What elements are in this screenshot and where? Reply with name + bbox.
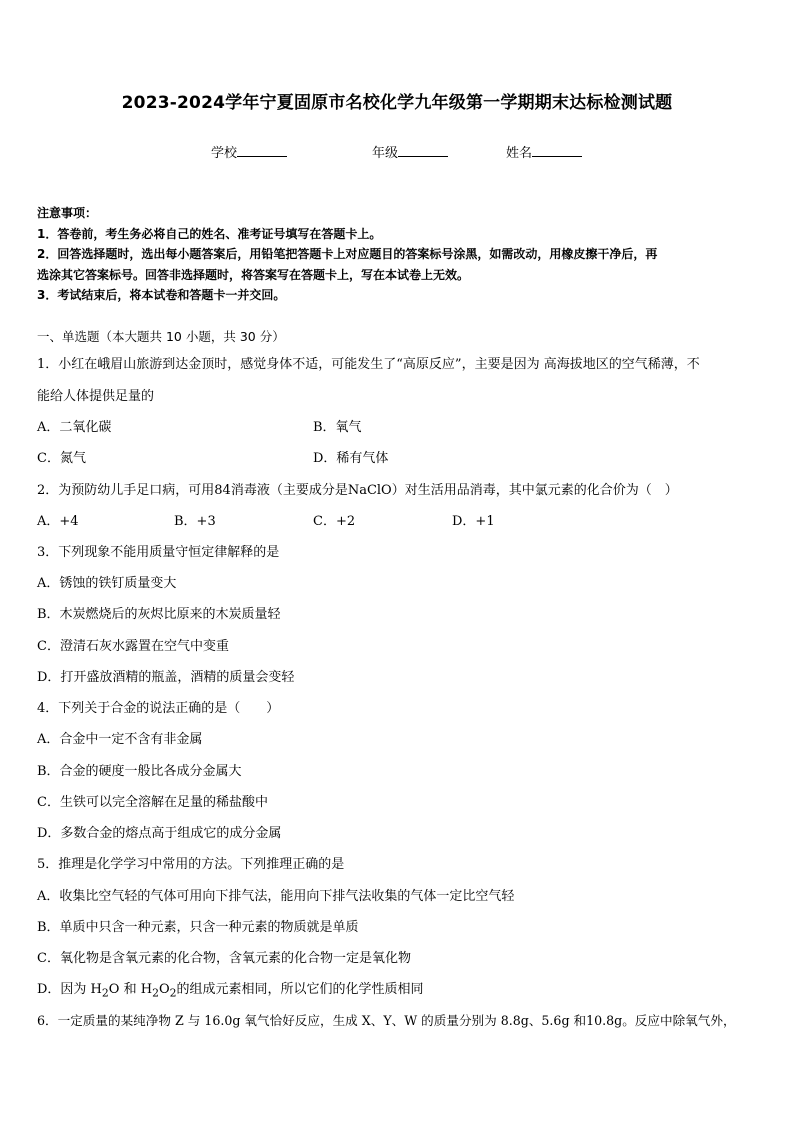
notice-block (37, 203, 759, 306)
q4-option-d: D．多数合金的熔点高于组成它的成分金属 (37, 826, 282, 841)
q1-option-a: A．二氧化碳 (37, 420, 112, 435)
q1-option-b: B．氧气 (313, 420, 362, 435)
q3-stem: 3．下列现象不能用质量守恒定律解释的是 (37, 545, 280, 560)
q4-option-c: C．生铁可以完全溶解在足量的稀盐酸中 (37, 795, 268, 810)
q5-option-a: A．收集比空气轻的气体可用向下排气法，能用向下排气法收集的气体一定比空气轻 (37, 889, 515, 904)
q3-option-d: D．打开盛放酒精的瓶盖，酒精的质量会变轻 (37, 670, 295, 685)
name-blank[interactable] (532, 144, 582, 157)
section-title: 一、单选题（本大题共 10 小题，共 30 分） (37, 329, 285, 344)
q3-option-c: C．澄清石灰水露置在空气中变重 (37, 639, 229, 654)
name-field (506, 142, 582, 161)
q2-stem: 2．为预防幼儿手足口病，可用84消毒液（主要成分是NaClO）对生活用品消毒，其中氯元素的化合价为（ ） (37, 483, 678, 498)
q1-option-c: C．氮气 (37, 451, 86, 466)
notice-item-2: 2．回答选择题时，选出每小题答案后，用铅笔把答题卡上对应题目的答案标号涂黑，如需改动，用橡皮擦干净后，再 (37, 247, 658, 261)
school-blank[interactable] (237, 144, 287, 157)
grade-blank[interactable] (398, 144, 448, 157)
q1-option-d: D．稀有气体 (313, 451, 389, 466)
q2-option-d: D．+1 (452, 514, 495, 529)
notice-item-1: 1．答卷前，考生务必将自己的姓名、准考证号填写在答题卡上。 (37, 226, 382, 241)
school-label: 学校 (211, 146, 238, 161)
q5-option-b: B．单质中只含一种元素，只含一种元素的物质就是单质 (37, 920, 359, 935)
q4-option-b: B．合金的硬度一般比各成分金属大 (37, 764, 242, 779)
q5-stem: 5．推理是化学学习中常用的方法。下列推理正确的是 (37, 857, 345, 872)
grade-label: 年级 (372, 146, 399, 161)
q1-stem-line1: 1．小红在峨眉山旅游到达金顶时，感觉身体不适，可能发生了“高原反应”，主要是因为 高海拔地区的空气稀薄，不 (37, 357, 700, 372)
q4-option-a: A．合金中一定不含有非金属 (37, 732, 203, 747)
school-field (211, 142, 287, 161)
q3-option-a: A．锈蚀的铁钉质量变大 (37, 576, 177, 591)
notice-heading: 注意事项： (37, 206, 98, 220)
exam-title: 2023-2024学年宁夏固原市名校化学九年级第一学期期末达标检测试题 (121, 93, 673, 113)
notice-item-2-cont: 选涂其它答案标号。回答非选择题时，将答案写在答题卡上，写在本试卷上无效。 (37, 267, 470, 282)
name-label: 姓名 (506, 146, 533, 161)
grade-field (372, 142, 448, 161)
q2-option-c: C．+2 (313, 514, 356, 529)
q2-option-b: B．+3 (174, 514, 216, 529)
q4-stem: 4．下列关于合金的说法正确的是（ ） (37, 701, 280, 716)
q3-option-b: B．木炭燃烧后的灰烬比原来的木炭质量轻 (37, 607, 281, 622)
q6-stem-line1: 6．一定质量的某纯净物 Z 与 16.0g 氧气恰好反应，生成 X、Y、W 的质量分别为 8.8g、5.6g 和10.8g。反应中除氧气外， (37, 1013, 736, 1028)
q1-stem-line2: 能给人体提供足量的 (37, 389, 155, 404)
q5-option-c: C．氧化物是含氧元素的化合物，含氧元素的化合物一定是氧化物 (37, 951, 411, 966)
q5-option-d: D．因为 $H_2O$ 和 $H_2O_2$的组成元素相同，所以它们的化学性质相同 (37, 982, 424, 1000)
q2-option-a: A．+4 (37, 514, 79, 529)
notice-item-3: 3．考试结束后，将本试卷和答题卡一并交回。 (37, 288, 286, 302)
